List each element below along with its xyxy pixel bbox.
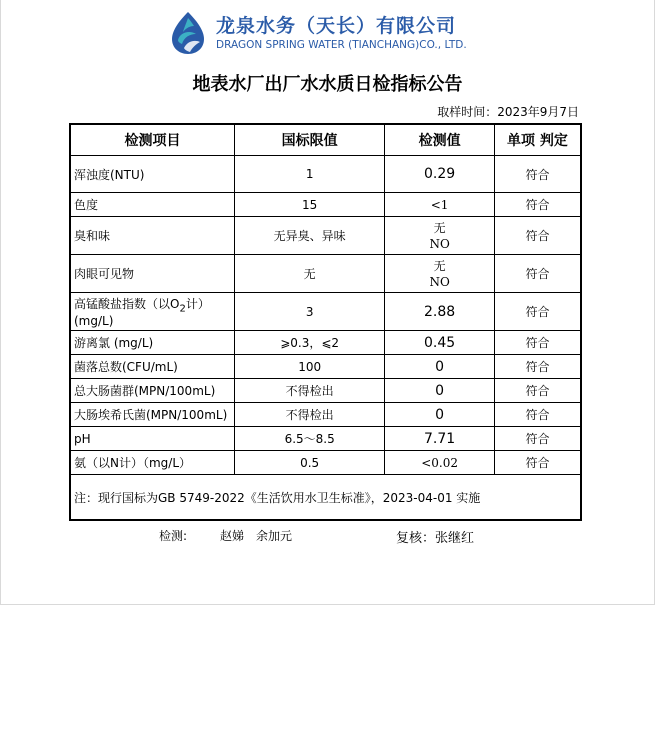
row-result: 符合 [494,255,581,293]
company-name-cn: 龙泉水务（天长）有限公司 [216,15,457,37]
table-row [70,379,581,403]
row-value [385,217,495,255]
inspector-label: 检测: [159,529,188,543]
table-row [70,217,581,255]
row-result: 符合 [494,451,581,475]
row-value-en: NO [429,274,450,289]
table-row [70,293,581,331]
company-logo [166,10,486,58]
row-item: 大肠埃希氏菌(MPN/100mL) [70,403,235,427]
inspector-names: 赵娣 余加元 [220,529,293,543]
header-result: 单项 判定 [494,124,581,156]
row-value: 0 [385,403,495,427]
row-value-cn: 无 [433,220,446,235]
row-value: 7.71 [385,427,495,451]
row-item: pH [70,427,235,451]
row-result: 符合 [494,193,581,217]
row-value-en: NO [429,236,450,251]
table-row [70,156,581,193]
table-row [70,451,581,475]
row-value [385,255,495,293]
header-limit: 国标限值 [235,124,385,156]
water-quality-table [69,123,582,521]
row-item: 肉眼可见物 [70,255,235,293]
table-row [70,255,581,293]
table-note-row [70,475,581,521]
table-note: 注：现行国标为GB 5749-2022《生活饮用水卫生标准》，2023-04-01 实施 [70,475,581,521]
header-item: 检测项目 [70,124,235,156]
row-item: 游离氯 (mg/L) [70,331,235,355]
row-value: 0 [385,379,495,403]
row-limit: 无异臭、异味 [235,217,385,255]
row-value: 0.29 [385,156,495,193]
row-limit: 15 [235,193,385,217]
row-item: 浑浊度(NTU) [70,156,235,193]
water-drop-swirl-icon [166,10,210,56]
row-result: 符合 [494,331,581,355]
row-limit: 不得检出 [235,379,385,403]
row-item [70,293,235,331]
row-item: 总大肠菌群(MPN/100mL) [70,379,235,403]
row-value: 0.45 [385,331,495,355]
reviewer: 复核：张继红 [396,531,475,546]
row-item-unit: (mg/L) [74,314,114,329]
row-limit: 0.5 [235,451,385,475]
row-limit: ⩾0.3，⩽2 [235,331,385,355]
table-row [70,193,581,217]
row-item: 色度 [70,193,235,217]
row-result: 符合 [494,293,581,331]
row-result: 符合 [494,355,581,379]
row-value: <0.02 [385,451,495,475]
page-border-bottom [0,604,655,605]
row-limit: 3 [235,293,385,331]
row-item-text: 高锰酸盐指数（以O [74,296,180,311]
row-limit: 6.5～8.5 [235,427,385,451]
row-result: 符合 [494,427,581,451]
table-row [70,427,581,451]
row-result: 符合 [494,217,581,255]
row-value: 2.88 [385,293,495,331]
company-name-en: DRAGON SPRING WATER (TIANCHANG)CO., LTD. [216,39,467,51]
row-value: <1 [385,193,495,217]
row-limit: 不得检出 [235,403,385,427]
table-row [70,331,581,355]
row-item: 菌落总数(CFU/mL) [70,355,235,379]
header-value: 检测值 [385,124,495,156]
row-item-subscript: 2 [179,303,186,315]
row-item: 臭和味 [70,217,235,255]
row-result: 符合 [494,403,581,427]
row-result: 符合 [494,156,581,193]
row-value-cn: 无 [433,258,446,273]
row-item: 氨（以N计）（mg/L） [70,451,235,475]
row-limit: 无 [235,255,385,293]
table-header-row [70,124,581,156]
page-title: 地表水厂出厂水水质日检指标公告 [192,74,463,95]
row-limit: 100 [235,355,385,379]
row-result: 符合 [494,379,581,403]
sample-date: 取样时间：2023年9月7日 [437,105,579,119]
table-row [70,355,581,379]
row-item-tail: 计） [185,296,210,311]
row-limit: 1 [235,156,385,193]
row-value: 0 [385,355,495,379]
table-row [70,403,581,427]
